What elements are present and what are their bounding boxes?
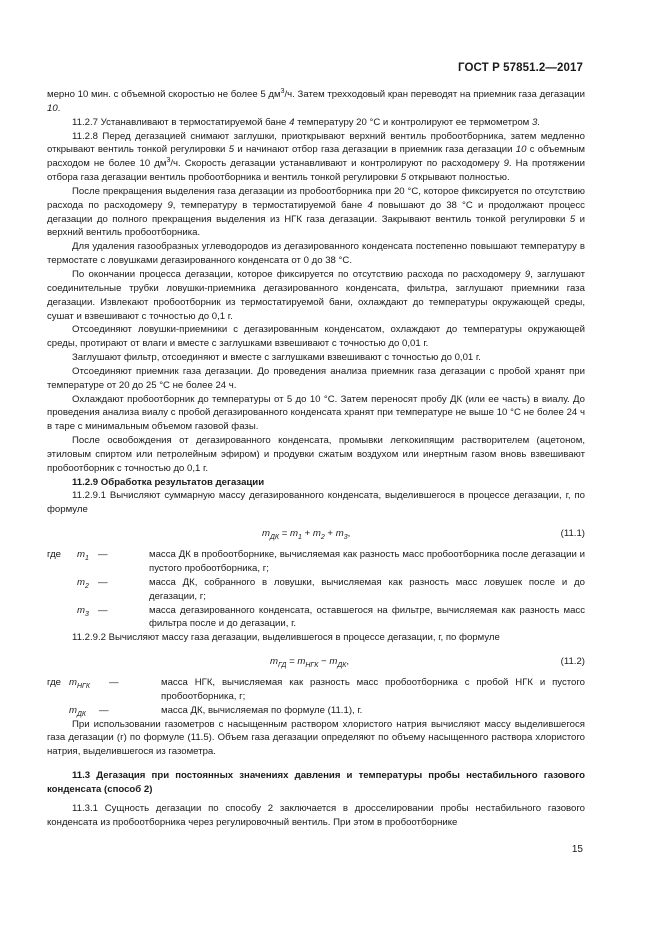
paragraph: При использовании газометров с насыщенным раствором хлористого натрия вычисляют массу выделившегося газа дегазации (г) по формуле (11.5). Объем газа дегазации определяют по объему насыщенного раствора хлористого натрия, выделившегося из газометра. [47, 718, 585, 758]
paragraph-11-2-9-2: 11.2.9.2 Вычисляют массу газа дегазации, выделившегося в процессе дегазации, г, по формуле [72, 632, 500, 644]
formula-number: (11.2) [560, 656, 585, 668]
paragraph: После освобождения от дегазированного конденсата, промывки легкокипящим растворителем (ацетоном, этиловым спиртом или петролейным эфиром) и продувки сжатым воздухом или инертным газом вновь взвешивают пробоотборник с точностью до 0,1 г. [47, 435, 585, 474]
paragraph: Отсоединяют приемник газа дегазации. До проведения анализа приемник газа дегазации с пробой хранят при температуре от 20 до 25 °С не более 24 ч. [47, 365, 585, 391]
paragraph: Отсоединяют ловушки-приемники с дегазированным конденсатом, охлаждают до температуры окружающей среды, протирают от влаги и вместе с заглушками взвешивают с точностью до 0,01 г. [47, 324, 585, 350]
formula-expression: $m_{ДК} = m_1 + m_2 + m_3$, [262, 528, 351, 542]
paragraph: По окончании процесса дегазации, которое фиксируется по отсутствию расхода по расходомеру 9, заглушают соединительные трубки ловушки-приемника дегазированного конденсата, фильтра, заглушают приемники газа дегазации. Извлекают пробоотборник из термостатируемой бани, охлаждают до температуры окружающей среды, сушат и взвешивают с точностью до 0,1 г. [47, 268, 585, 322]
where-item: $m_3$ — масса дегазированного конденсата, оставшегося на фильтре, вычисляемая как разность масс фильтра после и до дегазации, г. [77, 604, 585, 630]
where-item: где $m_{НГК}$ — масса НГК, вычисляемая как разность масс пробоотборника с пробой НГК и пустого пробоотборника, г; [47, 677, 585, 702]
paragraph-11-3-1: 11.3.1 Сущность дегазации по способу 2 заключается в дросселировании пробы нестабильного газового конденсата из пробоотборника через регулировочный вентиль. При этом в пробоотборнике [47, 802, 585, 828]
paragraph-11-2-7: 11.2.7 Устанавливают в термостатируемой бане 4 температуру 20 °С и контролируют ее термометром 3. [72, 116, 540, 128]
where-item: где $m_1$ — масса ДК в пробоотборнике, вычисляемая как разность масс пробоотборника после дегазации и пустого пробоотборника, г; [47, 549, 585, 574]
page-header: ГОСТ Р 57851.2—2017 [458, 62, 583, 74]
formula-expression: $m_{ГД} = m_{НГК} - m_{ДК}$, [270, 656, 350, 669]
paragraph-11-2-9-1: 11.2.9.1 Вычисляют суммарную массу дегазированного конденсата, выделившегося в процессе дегазации, г, по формуле [47, 490, 585, 516]
page-number: 15 [571, 844, 583, 855]
paragraph: После прекращения выделения газа дегазации из пробоотборника при 20 °С, которое фиксируется по отсутствию расхода по расходомеру 9, температуру в термостатируемой бане 4 повышают до 38 °С и продолжают процесс дегазации до полного прекращения выделения из НГК газа дегазации. Закрывают вентиль тонкой регулировки 5 и верхний вентиль пробоотборника. [47, 185, 585, 239]
formula-11-2 [47, 649, 585, 674]
paragraph: Охлаждают пробоотборник до температуры от 5 до 10 °С. Затем переносят пробу ДК (или ее часть) в виалу. До проведения анализа виалу с пробой дегазированного конденсата хранят при температуре не выше 10 °С не более 24 ч в таре с минимальным объемом газовой фазы. [47, 393, 585, 433]
where-item: $m_2$ — масса ДК, собранного в ловушки, вычисляемая как разность масс ловушек после и до дегазации, г; [77, 576, 585, 602]
formula-11-1 [47, 521, 585, 546]
formula-number: (11.1) [560, 528, 585, 540]
page-content [47, 88, 585, 830]
paragraph: Заглушают фильтр, отсоединяют и вместе с заглушками взвешивают с точностью до 0,01 г. [72, 352, 481, 364]
section-heading-11-3: 11.3 Дегазация при постоянных значениях давления и температуры пробы нестабильного газового конденсата (способ 2) [47, 770, 585, 795]
section-heading-11-2-9: 11.2.9 Обработка результатов дегазации [72, 476, 265, 488]
paragraph-11-2-8: 11.2.8 Перед дегазацией снимают заглушки, приоткрывают верхний вентиль пробоотборника, затем медленно открывают вентиль тонкой регулировки 5 и начинают отбор газа дегазации в приемник газа дегазации 10 с объемным расходом не более 10 $дм^3/ч$. Скорость дегазации устанавливают и контролируют по расходомеру 9. На протяжении отбора газа дегазации вентиль пробоотборника и вентиль тонкой регулировки 5 открывают полностью. [47, 130, 586, 184]
where-item: $m_{ДК}$ — масса ДК, вычисляемая по формуле (11.1), г. [69, 704, 363, 718]
paragraph: Для удаления газообразных углеводородов из дегазированного конденсата постепенно повышают температуру в термостате с ловушками дегазированного конденсата от 0 до 38 °С. [47, 241, 585, 267]
paragraph: мерно 10 мин. с объемной скоростью не более 5 $дм^3/ч$. Затем трехходовый кран переводят на приемник газа дегазации 10. [47, 87, 585, 114]
